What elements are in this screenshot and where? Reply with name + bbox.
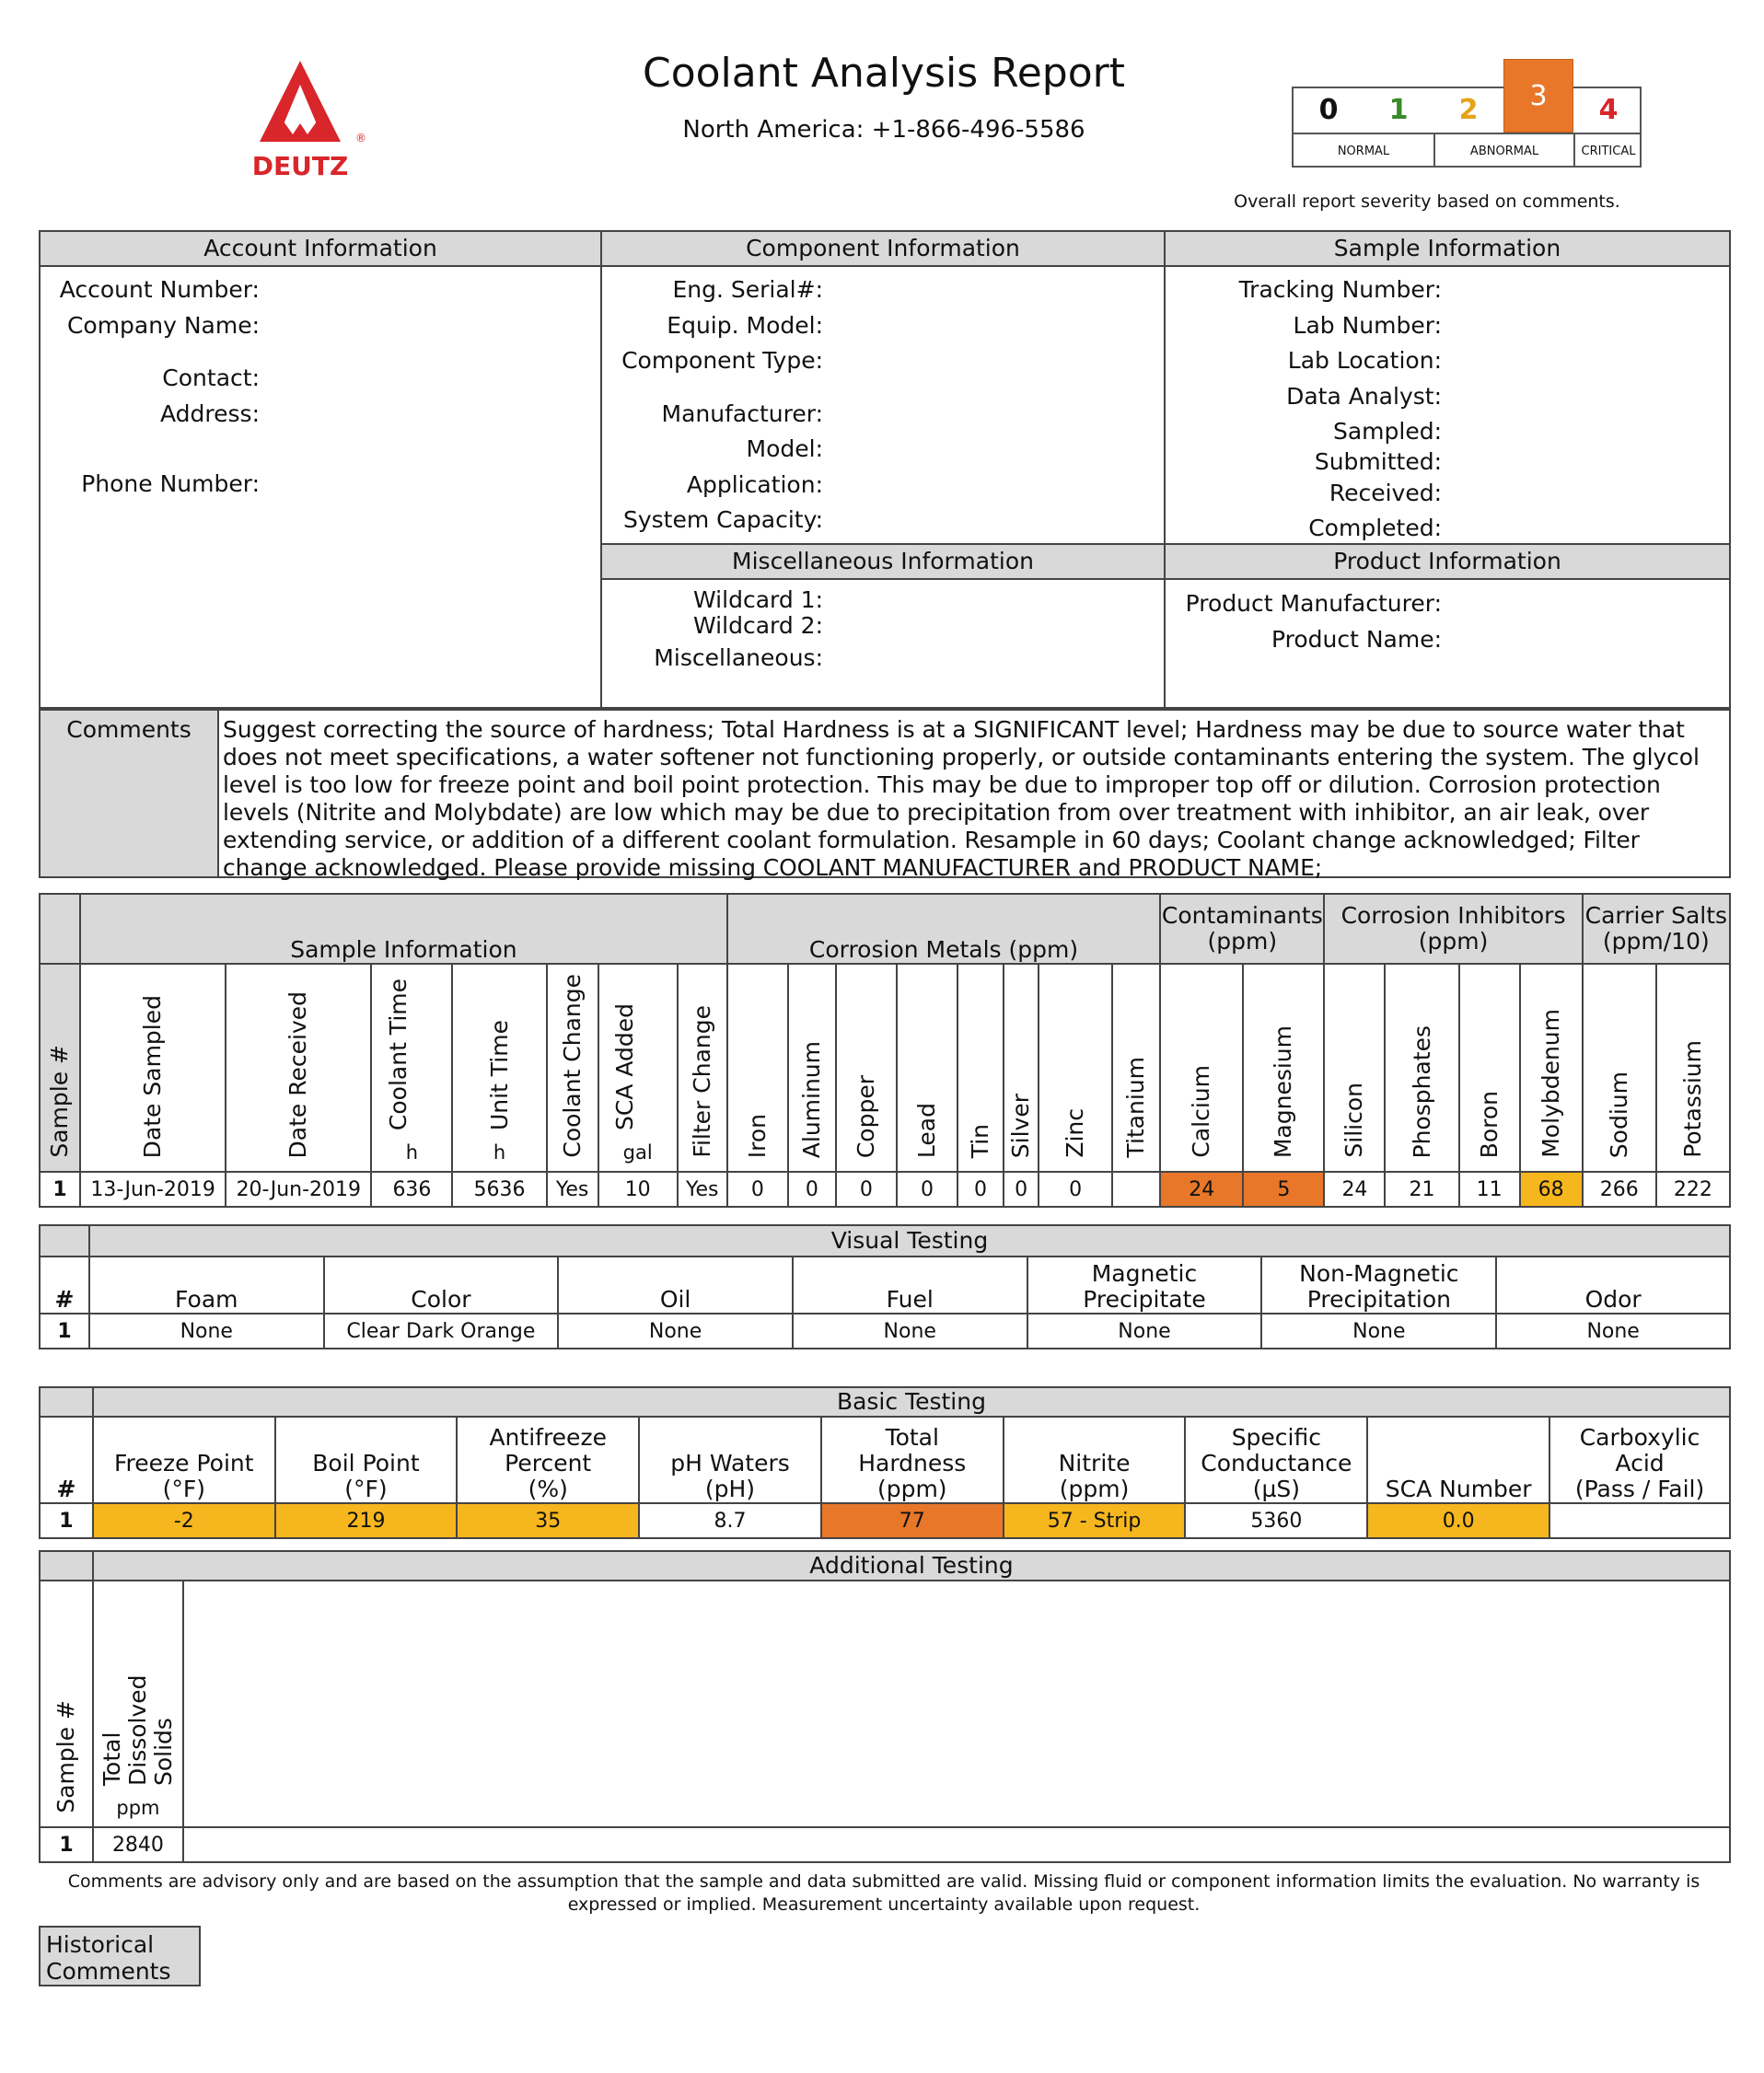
row-sca-added: 10 — [598, 1172, 678, 1207]
col-lead: Lead — [897, 964, 957, 1172]
component-type-label: Component Type: — [621, 347, 823, 374]
table-row — [40, 1827, 1730, 1862]
comments-label: Comments — [39, 709, 219, 878]
corner-cell — [40, 894, 80, 964]
row-date-sampled: 13-Jun-2019 — [80, 1172, 226, 1207]
account-heading: Account Information — [39, 230, 602, 267]
col-magnesium: Magnesium — [1243, 964, 1324, 1172]
basic-boil-point: 219 — [275, 1503, 458, 1538]
additional-empty-cell — [183, 1827, 1730, 1862]
severity-label-normal: NORMAL — [1294, 133, 1433, 168]
visual-col-fuel: Fuel — [793, 1257, 1027, 1314]
eng-serial-label: Eng. Serial#: — [672, 276, 823, 303]
col-zinc: Zinc — [1039, 964, 1112, 1172]
sampled-label: Sampled: — [1332, 418, 1442, 445]
row-calcium: 24 — [1160, 1172, 1243, 1207]
visual-col-odor: Odor — [1496, 1257, 1730, 1314]
col-molybdenum: Molybdenum — [1520, 964, 1583, 1172]
col-date-received: Date Received — [226, 964, 371, 1172]
misc-heading: Miscellaneous Information — [600, 543, 1166, 580]
col-sample-no: Sample # — [40, 964, 80, 1172]
col-unit-time: Unit Time h — [452, 964, 546, 1172]
col-sodium: Sodium — [1583, 964, 1656, 1172]
system-capacity-label: System Capacity: — [622, 506, 823, 533]
basic-col-ph: pH Waters (pH) — [639, 1417, 821, 1503]
report-title: Coolant Analysis Report — [642, 50, 1125, 97]
visual-fuel: None — [793, 1314, 1027, 1349]
basic-testing-table — [39, 1386, 1731, 1539]
row-unit-time: 5636 — [452, 1172, 546, 1207]
row-zinc: 0 — [1039, 1172, 1112, 1207]
visual-col-foam: Foam — [89, 1257, 324, 1314]
table-row — [40, 1314, 1730, 1349]
visual-heading: Visual Testing — [89, 1225, 1730, 1257]
col-sca-added: SCA Added gal — [598, 964, 678, 1172]
basic-col-antifreeze: Antifreeze Percent (%) — [457, 1417, 639, 1503]
group-corrosion-inhibitors: Corrosion Inhibitors (ppm) — [1324, 894, 1582, 964]
visual-testing-table — [39, 1224, 1731, 1349]
col-tin: Tin — [957, 964, 1004, 1172]
row-boron: 11 — [1459, 1172, 1520, 1207]
row-coolant-time: 636 — [371, 1172, 452, 1207]
severity-level-4: 4 — [1598, 94, 1619, 126]
row-filter-change: Yes — [678, 1172, 727, 1207]
additional-col-tds: Total Dissolved Solids ppm — [93, 1581, 183, 1827]
account-number-label: Account Number: — [59, 276, 260, 303]
basic-corner — [40, 1387, 93, 1417]
severity-level-2: 2 — [1458, 94, 1479, 126]
manufacturer-label: Manufacturer: — [661, 400, 823, 427]
svg-text:®: ® — [355, 132, 366, 145]
table-row — [40, 1172, 1730, 1207]
basic-sca-number: 0.0 — [1367, 1503, 1549, 1538]
table-row — [40, 1503, 1730, 1538]
row-silicon: 24 — [1324, 1172, 1385, 1207]
basic-col-freeze-point: Freeze Point (°F) — [93, 1417, 275, 1503]
visual-foam: None — [89, 1314, 324, 1349]
group-contaminants: Contaminants (ppm) — [1160, 894, 1324, 964]
col-silicon: Silicon — [1324, 964, 1385, 1172]
severity-scale — [1292, 80, 1642, 168]
basic-col-sca-number: SCA Number — [1367, 1417, 1549, 1503]
row-coolant-change: Yes — [547, 1172, 598, 1207]
basic-col-hash: # — [40, 1417, 93, 1503]
row-magnesium: 5 — [1243, 1172, 1324, 1207]
submitted-label: Submitted: — [1314, 448, 1442, 475]
row-potassium: 222 — [1656, 1172, 1730, 1207]
col-phosphates: Phosphates — [1385, 964, 1458, 1172]
wildcard-1-label: Wildcard 1: — [693, 586, 823, 613]
visual-magnetic: None — [1027, 1314, 1262, 1349]
row-tin: 0 — [957, 1172, 1004, 1207]
lab-number-label: Lab Number: — [1293, 312, 1442, 339]
comments-text: Suggest correcting the source of hardness; Total Hardness is at a SIGNIFICANT level; Hardness may be due to source water that does not meet specifications, a water softener not functioning properly, or outside contaminants entering the system. The glycol level is too low for freeze point and boil point protection. This may be due to improper top off or dilution. Corrosion protection levels (Nitrite and Molybdate) are low which may be due to precipitation from over treatment with inhibitor, an air leak, over extending service, or addition of a different coolant formulation. Resample in 60 days; Coolant change acknowledged; Filter change acknowledged. Please provide missing COOLANT MANUFACTURER and PRODUCT NAME; — [217, 709, 1731, 878]
row-silver: 0 — [1004, 1172, 1039, 1207]
basic-row-no: 1 — [40, 1503, 93, 1538]
product-name-label: Product Name: — [1271, 626, 1442, 653]
visual-color: Clear Dark Orange — [324, 1314, 559, 1349]
row-sodium: 266 — [1583, 1172, 1656, 1207]
received-label: Received: — [1329, 480, 1442, 506]
row-molybdenum: 68 — [1520, 1172, 1583, 1207]
group-sample-information: Sample Information — [80, 894, 727, 964]
miscellaneous-label: Miscellaneous: — [654, 644, 823, 671]
severity-level-0: 0 — [1318, 94, 1339, 126]
additional-empty-area — [183, 1581, 1730, 1827]
col-calcium: Calcium — [1160, 964, 1243, 1172]
basic-col-carboxylic-acid: Carboxylic Acid (Pass / Fail) — [1549, 1417, 1730, 1503]
model-label: Model: — [746, 435, 823, 462]
additional-row-no: 1 — [40, 1827, 93, 1862]
visual-oil: None — [558, 1314, 793, 1349]
group-carrier-salts: Carrier Salts (ppm/10) — [1583, 894, 1730, 964]
product-manufacturer-label: Product Manufacturer: — [1185, 590, 1442, 617]
col-aluminum: Aluminum — [788, 964, 836, 1172]
additional-corner — [40, 1551, 93, 1581]
basic-conductance: 5360 — [1185, 1503, 1367, 1538]
visual-col-non-magnetic: Non-Magnetic Precipitation — [1261, 1257, 1496, 1314]
lab-location-label: Lab Location: — [1287, 347, 1442, 374]
severity-label-critical: CRITICAL — [1573, 133, 1642, 168]
col-date-sampled: Date Sampled — [80, 964, 226, 1172]
col-copper: Copper — [836, 964, 897, 1172]
visual-col-magnetic: Magnetic Precipitate — [1027, 1257, 1262, 1314]
additional-tds-value: 2840 — [93, 1827, 183, 1862]
col-potassium: Potassium — [1656, 964, 1730, 1172]
row-titanium — [1112, 1172, 1160, 1207]
basic-col-boil-point: Boil Point (°F) — [275, 1417, 458, 1503]
col-boron: Boron — [1459, 964, 1520, 1172]
col-silver: Silver — [1004, 964, 1039, 1172]
basic-total-hardness: 77 — [821, 1503, 1004, 1538]
svg-text:DEUTZ: DEUTZ — [251, 151, 349, 177]
col-titanium: Titanium — [1112, 964, 1160, 1172]
additional-testing-table — [39, 1550, 1731, 1863]
basic-carboxylic-acid — [1549, 1503, 1730, 1538]
col-iron: Iron — [727, 964, 788, 1172]
col-coolant-change: Coolant Change — [547, 964, 598, 1172]
contact-label: Contact: — [162, 365, 260, 391]
row-copper: 0 — [836, 1172, 897, 1207]
equip-model-label: Equip. Model: — [667, 312, 823, 339]
analysis-table — [39, 893, 1731, 1208]
address-label: Address: — [160, 400, 260, 427]
basic-freeze-point: -2 — [93, 1503, 275, 1538]
row-phosphates: 21 — [1385, 1172, 1458, 1207]
basic-antifreeze: 35 — [457, 1503, 639, 1538]
deutz-logo — [232, 57, 368, 177]
company-name-label: Company Name: — [66, 312, 260, 339]
visual-corner — [40, 1225, 89, 1257]
visual-non-magnetic: None — [1261, 1314, 1496, 1349]
component-heading: Component Information — [600, 230, 1166, 267]
row-lead: 0 — [897, 1172, 957, 1207]
row-date-received: 20-Jun-2019 — [226, 1172, 371, 1207]
basic-ph: 8.7 — [639, 1503, 821, 1538]
wildcard-2-label: Wildcard 2: — [693, 612, 823, 639]
group-corrosion-metals: Corrosion Metals (ppm) — [727, 894, 1160, 964]
basic-col-conductance: Specific Conductance (µS) — [1185, 1417, 1367, 1503]
completed-label: Completed: — [1308, 515, 1442, 541]
disclaimer-note: Comments are advisory only and are based on the assumption that the sample and data submitted are valid. Missing fluid or component information limits the evaluation. No warranty is expressed or implied. Measurement uncertainty available upon request. — [67, 1871, 1700, 1915]
basic-nitrite: 57 - Strip — [1004, 1503, 1186, 1538]
severity-note: Overall report severity based on comments. — [1234, 191, 1620, 212]
historical-comments-label: Historical Comments — [39, 1926, 201, 1986]
phone-number-label: Phone Number: — [81, 470, 260, 497]
application-label: Application: — [686, 471, 823, 498]
basic-heading: Basic Testing — [93, 1387, 1730, 1417]
visual-col-hash: # — [40, 1257, 89, 1314]
data-analyst-label: Data Analyst: — [1286, 383, 1442, 410]
row-sample-no: 1 — [40, 1172, 80, 1207]
severity-level-1: 1 — [1388, 94, 1409, 126]
severity-level-3-active: 3 — [1503, 59, 1573, 133]
sample-heading: Sample Information — [1164, 230, 1731, 267]
col-coolant-time: Coolant Time h — [371, 964, 452, 1172]
visual-odor: None — [1496, 1314, 1730, 1349]
row-aluminum: 0 — [788, 1172, 836, 1207]
product-heading: Product Information — [1164, 543, 1731, 580]
visual-row-no: 1 — [40, 1314, 89, 1349]
additional-col-sample-no: Sample # — [40, 1581, 93, 1827]
visual-col-color: Color — [324, 1257, 559, 1314]
row-iron: 0 — [727, 1172, 788, 1207]
tracking-number-label: Tracking Number: — [1238, 276, 1442, 303]
support-phone: North America: +1-866-496-5586 — [682, 116, 1085, 144]
basic-col-total-hardness: Total Hardness (ppm) — [821, 1417, 1004, 1503]
additional-heading: Additional Testing — [93, 1551, 1730, 1581]
col-filter-change: Filter Change — [678, 964, 727, 1172]
severity-label-abnormal: ABNORMAL — [1433, 133, 1573, 168]
visual-col-oil: Oil — [558, 1257, 793, 1314]
basic-col-nitrite: Nitrite (ppm) — [1004, 1417, 1186, 1503]
